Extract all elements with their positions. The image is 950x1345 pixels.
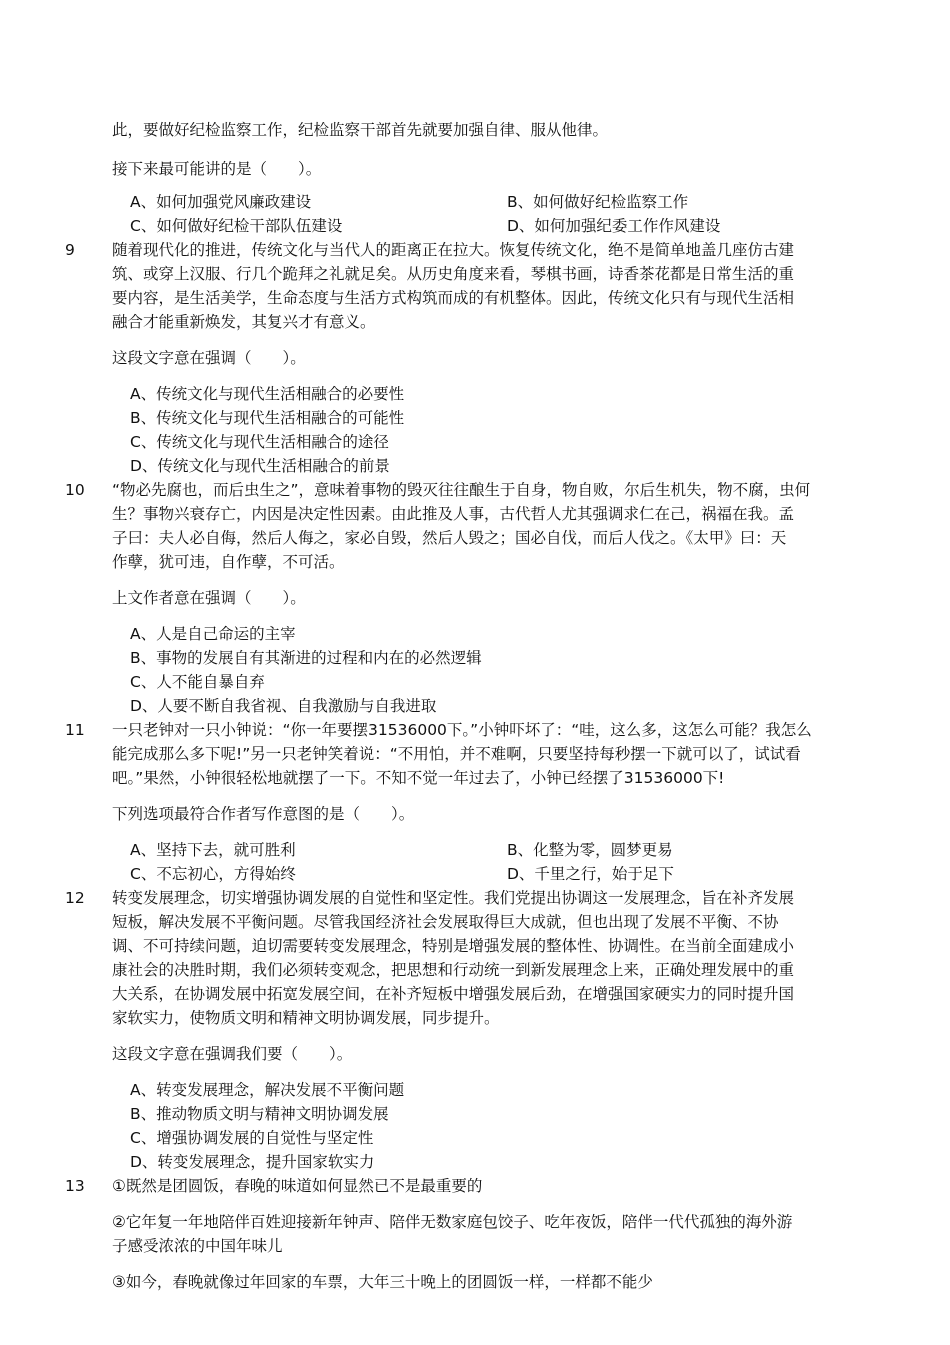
stem-line: 随着现代化的推进，传统文化与当代人的距离正在拉大。恢复传统文化，绝不是简单地盖几座仿古建 [112,241,795,259]
stem-line: 生？事物兴衰存亡，内因是决定性因素。由此推及人事，古代哲人尤其强调求仁在己，祸福在我。孟 [112,505,795,523]
stem-line: 康社会的决胜时期，我们必须转变观念，把思想和行动统一到新发展理念上来，正确处理发展中的重 [112,961,795,979]
stem-line: 转变发展理念，切实增强协调发展的自觉性和坚定性。我们党提出协调这一发展理念，旨在补齐发展 [112,889,795,907]
option-b: B、化整为零，圆梦更易 [507,841,673,859]
option-c: C、不忘初心，方得始终 [130,865,296,883]
stem-line: 子曰：夫人必自侮，然后人侮之，家必自毁，然后人毁之；国必自伐，而后人伐之。《太甲》曰：天 [112,529,787,547]
stem-line: 筑、或穿上汉服、行几个跪拜之礼就足矣。从历史角度来看，琴棋书画，诗香茶花都是日常生活的重 [112,265,795,283]
question-number: 9 [65,241,75,259]
stem-line: 作孽，犹可违，自作孽，不可活。 [112,553,345,571]
stem-line: 此，要做好纪检监察工作，纪检监察干部首先就要加强自律、服从他律。 [112,121,609,139]
stem-line: 大关系，在协调发展中拓宽发展空间，在补齐短板中增强发展后劲，在增强国家硬实力的同时提升国 [112,985,795,1003]
question-number: 11 [65,721,85,739]
option-a: A、坚持下去，就可胜利 [130,841,296,859]
option-c: C、人不能自暴自弃 [130,673,265,691]
question-prompt: 这段文字意在强调（ ）。 [112,349,306,367]
stem-line: 调、不可持续问题，迫切需要转变发展理念，特别是增强发展的整体性、协调性。在当前全面建成小 [112,937,795,955]
option-c: C、如何做好纪检干部队伍建设 [130,217,343,235]
option-c: C、传统文化与现代生活相融合的途径 [130,433,389,451]
stem-line: 短板，解决发展不平衡问题。尽管我国经济社会发展取得巨大成就，但也出现了发展不平衡、不协 [112,913,779,931]
question-prompt: 上文作者意在强调（ ）。 [112,589,306,607]
stem-line: 吧。”果然，小钟很轻松地就摆了一下。不知不觉一年过去了，小钟已经摆了31536000下! [112,769,725,787]
sentence-item: 子感受浓浓的中国年味儿 [112,1237,283,1255]
stem-line: 融合才能重新焕发，其复兴才有意义。 [112,313,376,331]
option-a: A、传统文化与现代生活相融合的必要性 [130,385,405,403]
option-a: A、人是自己命运的主宰 [130,625,296,643]
option-d: D、人要不断自我省视、自我激励与自我进取 [130,697,437,715]
option-b: B、事物的发展自有其渐进的过程和内在的必然逻辑 [130,649,482,667]
option-d: D、转变发展理念，提升国家软实力 [130,1153,375,1171]
question-number: 10 [65,481,85,499]
question-number: 13 [65,1177,85,1195]
question-prompt: 这段文字意在强调我们要（ ）。 [112,1045,353,1063]
option-a: A、转变发展理念，解决发展不平衡问题 [130,1081,405,1099]
option-a: A、如何加强党风廉政建设 [130,193,312,211]
option-d: D、如何加强纪委工作作风建设 [507,217,721,235]
stem-line: 能完成那么多下呢!”另一只老钟笑着说：“不用怕，并不难啊，只要坚持每秒摆一下就可以了，试试看 [112,745,801,763]
sentence-item: ②它年复一年地陪伴百姓迎接新年钟声、陪伴无数家庭包饺子、吃年夜饭，陪伴一代代孤独的海外游 [112,1213,793,1231]
option-b: B、推动物质文明与精神文明协调发展 [130,1105,389,1123]
question-prompt: 接下来最可能讲的是（ ）。 [112,160,322,178]
question-number: 12 [65,889,85,907]
option-b: B、如何做好纪检监察工作 [507,193,689,211]
stem-line: 要内容，是生活美学，生命态度与生活方式构筑而成的有机整体。因此，传统文化只有与现代生活相 [112,289,795,307]
option-c: C、增强协调发展的自觉性与坚定性 [130,1129,374,1147]
option-d: D、传统文化与现代生活相融合的前景 [130,457,390,475]
stem-line: 一只老钟对一只小钟说：“你一年要摆31536000下。”小钟吓坏了：“哇，这么多，这怎么可能？我怎么 [112,721,812,739]
option-d: D、千里之行，始于足下 [507,865,674,883]
stem-line: “物必先腐也，而后虫生之”，意味着事物的毁灭往往酿生于自身，物自败，尔后生机失，物不腐，虫何 [112,481,811,499]
sentence-item: ①既然是团圆饭，春晚的味道如何显然已不是最重要的 [112,1177,483,1195]
stem-line: 家软实力，使物质文明和精神文明协调发展，同步提升。 [112,1009,500,1027]
option-b: B、传统文化与现代生活相融合的可能性 [130,409,405,427]
sentence-item: ③如今，春晚就像过年回家的车票，大年三十晚上的团圆饭一样，一样都不能少 [112,1273,653,1291]
question-prompt: 下列选项最符合作者写作意图的是（ ）。 [112,805,415,823]
